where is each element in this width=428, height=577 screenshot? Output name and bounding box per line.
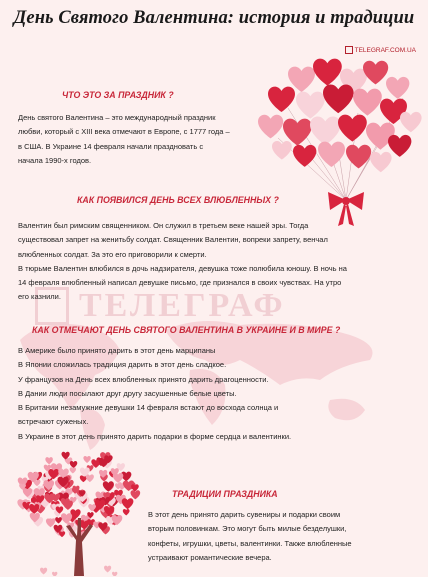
section-heading-celebrate: КАК ОТМЕЧАЮТ ДЕНЬ СВЯТОГО ВАЛЕНТИНА В УКРАИНЕ И В МИРЕ ? — [32, 325, 341, 335]
text-line: В Дании люди посылают друг другу засушенные белые цветы. — [18, 388, 237, 398]
text-line: В Британии незамужние девушки 14 февраля встают до восхода солнца и — [18, 403, 279, 413]
section-heading-origin: КАК ПОЯВИЛСЯ ДЕНЬ ВСЕХ ВЛЮБЛЕННЫХ ? — [77, 195, 279, 205]
heart-tree-illustration — [12, 448, 144, 576]
text-line: У французов на День всех влюбленных принято дарить драгоценности. — [18, 374, 269, 384]
watermark-text: ТЕЛЕГРАФ — [79, 287, 286, 324]
brand-mark — [345, 46, 416, 54]
text-line: Валентин был римским священником. Он служил в третьем веке нашей эры. Тогда — [18, 221, 309, 230]
section-body-origin — [18, 219, 347, 305]
section-heading-what: ЧТО ЭТО ЗА ПРАЗДНИК ? — [62, 90, 174, 100]
text-line: В тюрьме Валентин влюбился в дочь надзирателя, девушка тоже полюбила юношу. В ночь на — [18, 263, 347, 273]
text-line: встречают суженых. — [18, 417, 89, 427]
text-line: В Америке было принято дарить в этот день марципаны — [18, 346, 216, 355]
text-line: В Японии сложилась традиция дарить в этот день сладкое. — [18, 360, 227, 370]
text-line: существовал запрет на женитьбу солдат. Священник Валентин, вопреки запрету, венчал — [18, 235, 328, 245]
text-line: 14 февраля влюбленный написал девушке письмо, где признался в своих чувствах. На утро — [18, 278, 342, 288]
section-body-celebrate — [18, 344, 291, 444]
text-line: конфеты, игрушки, цветы, валентинки. Также влюбленные — [148, 538, 352, 548]
text-line: В Украине в этот день принято дарить подарки в форме сердца и валентинки. — [18, 431, 292, 441]
text-line: День святого Валентина – это международный праздник — [18, 113, 216, 122]
section-body-what — [18, 111, 230, 168]
section-body-traditions — [148, 508, 352, 565]
text-line: вторым половинкам. Это могут быть милые безделушки, — [148, 524, 347, 534]
text-line: устраивают романтические вечера. — [148, 552, 272, 562]
heart-balloons-illustration — [258, 58, 423, 230]
page-title: День Святого Валентина: история и традиции — [13, 8, 415, 28]
text-line: его казнили. — [18, 292, 61, 302]
section-heading-traditions: ТРАДИЦИИ ПРАЗДНИКА — [172, 489, 278, 499]
text-line: влюбленных солдат. За это его приговорили к смерти. — [18, 249, 207, 259]
text-line: любви, который с XIII века отмечают в Европе, с 1777 года – — [18, 127, 230, 137]
text-line: в США. В Украине 14 февраля начали праздновать с — [18, 141, 204, 151]
text-line: В этот день принято дарить сувениры и подарки своим — [148, 510, 341, 519]
telegraf-logo-icon — [345, 46, 353, 54]
brand-text: TELEGRAF.COM.UA — [354, 46, 416, 54]
text-line: начала 1990-х годов. — [18, 155, 92, 165]
